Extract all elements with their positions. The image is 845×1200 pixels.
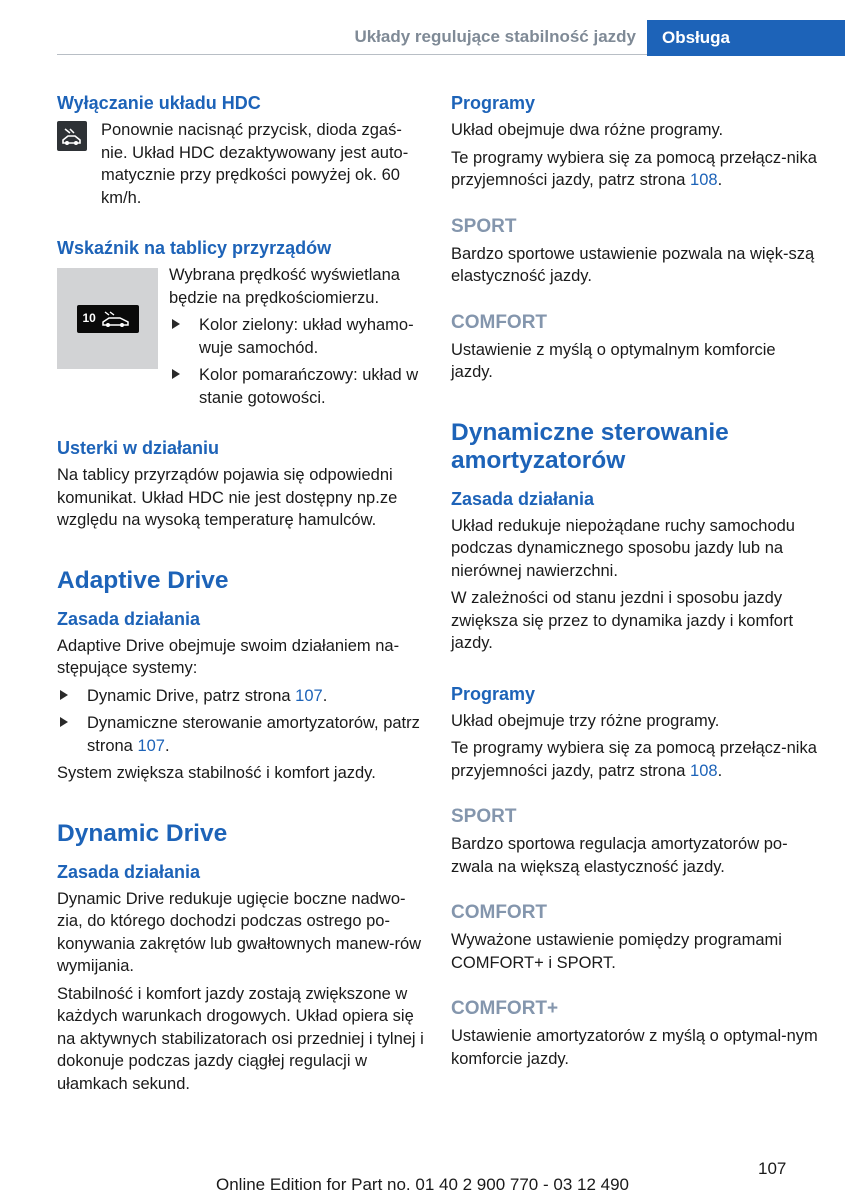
comfort-text-2: Wyważone ustawienie pomiędzy programami COMFORT+ i SPORT.	[451, 931, 782, 972]
programs-heading-2: Programy	[451, 683, 536, 704]
speedometer-display-image	[57, 268, 158, 369]
hdc-off-block	[57, 119, 425, 214]
programs-paragraph-1: Układ obejmuje dwa różne programy.	[451, 121, 724, 139]
adaptive-drive-intro: Adaptive Drive obejmuje swoim działaniem na-stępujące systemy:	[57, 636, 400, 677]
page-link-107[interactable]: 107	[295, 686, 323, 705]
sport-heading: SPORT	[451, 215, 517, 237]
adaptive-drive-subheading: Zasada działania	[57, 608, 201, 629]
damper-control-paragraph-1: Układ redukuje niepożądane ruchy samochodu podczas dynamicznego sposobu jazdy lub na nierównej nawierzchni.	[451, 516, 795, 580]
page-link-108[interactable]: 108	[690, 761, 718, 780]
comfort-heading: COMFORT	[451, 311, 548, 333]
header-rule	[57, 54, 647, 55]
bullet-triangle-icon	[172, 319, 180, 329]
adaptive-drive-title: Adaptive Drive	[57, 566, 229, 594]
comfort-plus-text: Ustawienie amortyzatorów z myślą o optymal-nym komforcie jazdy.	[451, 1027, 818, 1068]
hdc-off-text: Ponownie nacisnąć przycisk, dioda zgaś-nie. Układ HDC dezaktywowany jest auto-matycznie przy prędkości powyżej ok. 60 km/h.	[101, 121, 409, 207]
list-item: Dynamiczne sterowanie amortyzatorów, patrz strona 107.	[57, 712, 425, 757]
indicator-bullet-list	[169, 314, 425, 409]
adaptive-drive-list	[57, 685, 425, 758]
damper-control-paragraph-2: W zależności od stanu jezdni i sposobu jazdy zwiększa się przez to dynamika jazdy i komfort jazdy.	[451, 589, 794, 652]
sport-text-2: Bardzo sportowa regulacja amortyzatorów po-zwala na większą elastyczność jazdy.	[451, 835, 788, 876]
gauge-speed-value: 10	[82, 311, 96, 326]
comfort-heading-2: COMFORT	[451, 902, 548, 923]
sport-text: Bardzo sportowe ustawienie pozwala na więk-szą elastyczność jazdy.	[451, 244, 815, 285]
programs2-paragraph-1: Układ obejmuje trzy różne programy.	[451, 711, 720, 730]
list-item: Kolor zielony: układ wyhamo-wuje samochód.	[169, 314, 425, 359]
comfort-plus-heading: COMFORT+	[451, 998, 559, 1019]
programs2-paragraph-2: Te programy wybiera się za pomocą przełącz-nika przyjemności jazdy, patrz strona 108.	[451, 739, 817, 780]
indicator-text-block	[169, 264, 425, 414]
indicator-heading: Wskaźnik na tablicy przyrządów	[57, 238, 332, 258]
list-item: Kolor pomarańczowy: układ w stanie gotowości.	[169, 364, 425, 409]
dynamic-drive-paragraph-1: Dynamic Drive redukuje ugięcie boczne nadwo-zia, do którego dochodzi podczas ostrego po-konywania zakrętów lub gwałtownych manew-rów wymijania.	[57, 889, 422, 975]
hdc-indicator-icon	[77, 305, 139, 333]
dynamic-drive-paragraph-2: Stabilność i komfort jazdy zostają zwiększone w każdych warunkach drogowych. Układ opiera się na aktywnych stabilizatorach osi przedniej i tylnej i dokonuje podczas jazdy ciągłej regulacji w ułamkach sekund.	[57, 984, 424, 1093]
programs-heading: Programy	[451, 93, 536, 113]
header-tab-label: Obsługa	[647, 20, 845, 56]
left-column	[57, 91, 425, 1100]
sport-heading-2: SPORT	[451, 806, 517, 827]
bullet-triangle-icon	[172, 369, 180, 379]
page-number: 107	[758, 1159, 787, 1178]
dynamic-drive-title: Dynamic Drive	[57, 819, 228, 847]
right-column	[451, 91, 819, 1075]
indicator-block	[57, 264, 425, 414]
comfort-text: Ustawienie z myślą o optymalnym komforcie jazdy.	[451, 340, 776, 381]
faults-text: Na tablicy przyrządów pojawia się odpowiedni komunikat. Układ HDC nie jest dostępny np.ze względu na wysoką temperaturę hamulców.	[57, 466, 398, 529]
indicator-text: Wybrana prędkość wyświetlana będzie na prędkościomierzu.	[169, 266, 400, 307]
damper-control-subheading: Zasada działania	[451, 488, 595, 509]
footer-edition: Online Edition for Part no. 01 40 2 900 770 - 03 12 490	[215, 1175, 629, 1194]
programs-paragraph-2: Te programy wybiera się za pomocą przełącz-nika przyjemności jazdy, patrz strona 108.	[451, 148, 817, 189]
adaptive-drive-outro: System zwiększa stabilność i komfort jazdy.	[57, 764, 376, 782]
page-link-107[interactable]: 107	[137, 736, 165, 755]
hdc-button-icon	[57, 121, 87, 151]
faults-heading: Usterki w działaniu	[57, 438, 220, 458]
list-item: Dynamic Drive, patrz strona 107.	[57, 685, 425, 708]
dynamic-drive-subheading: Zasada działania	[57, 861, 201, 882]
bullet-triangle-icon	[60, 717, 68, 727]
page-link-108[interactable]: 108	[690, 171, 718, 189]
damper-control-title: Dynamiczne sterowanie amortyzatorów	[451, 418, 729, 474]
header-section-title: Układy regulujące stabilność jazdy	[354, 27, 636, 46]
bullet-triangle-icon	[60, 690, 68, 700]
hdc-off-heading: Wyłączanie układu HDC	[57, 93, 261, 113]
